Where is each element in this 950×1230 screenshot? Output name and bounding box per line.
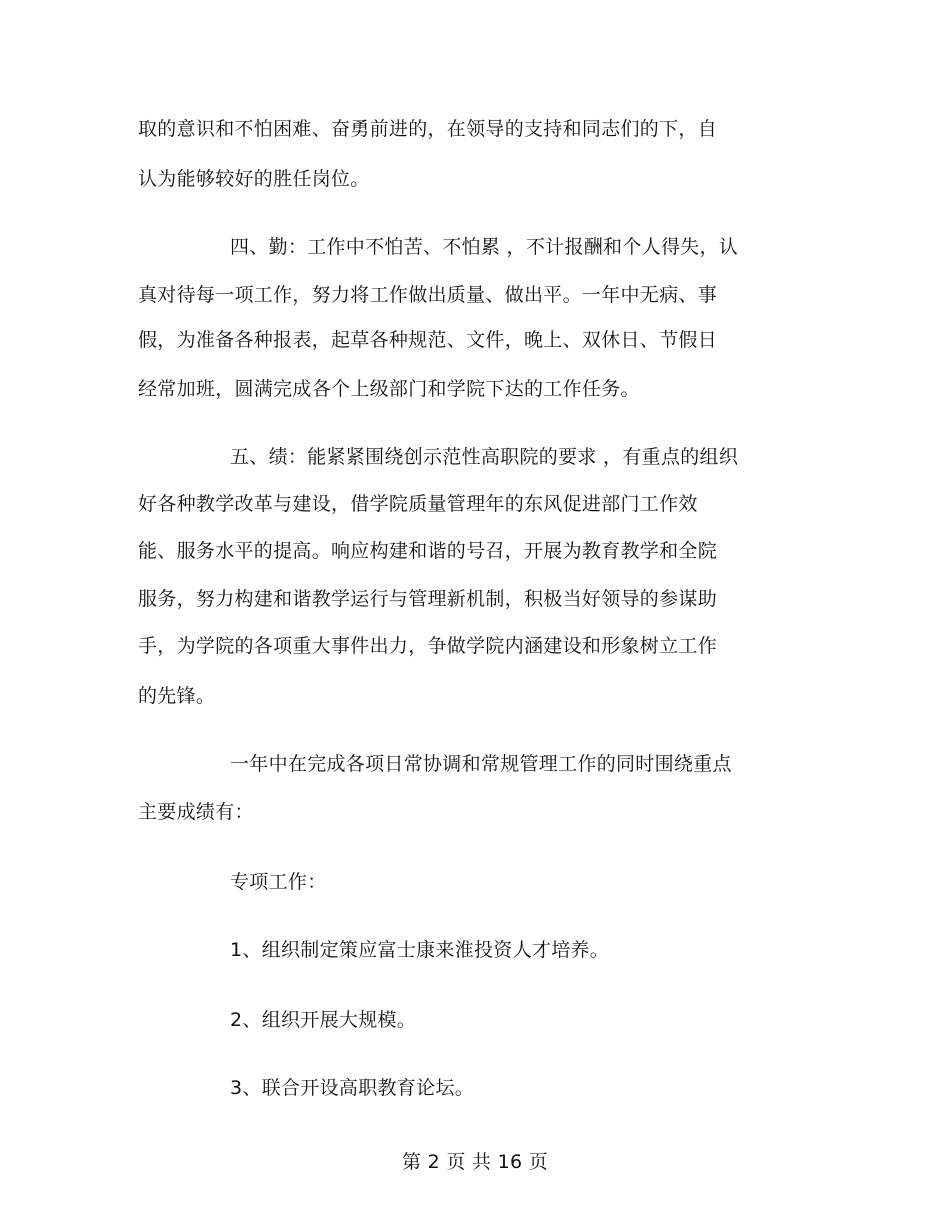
text-line: 四、勤：工作中不怕苦、不怕累 ，不计报酬和个人得失，认 xyxy=(230,236,739,258)
text-line: 假，为准备各种报表，起草各种规范、文件，晚上、双休日、节假日 xyxy=(138,329,718,351)
text-line: 能、服务水平的提高。响应构建和谐的号召，开展为教育教学和全院 xyxy=(138,540,718,562)
text-line: 取的意识和不怕困难、奋勇前进的，在领导的支持和同志们的下，自 xyxy=(138,118,718,140)
text-line: 经常加班，圆满完成各个上级部门和学院下达的工作任务。 xyxy=(138,378,640,400)
text-line: 真对待每一项工作，努力将工作做出质量、做出平。一年中无病、事 xyxy=(138,284,718,306)
text-line: 好各种教学改革与建设，借学院质量管理年的东风促进部门工作效 xyxy=(138,493,698,515)
list-item: 1、组织制定策应富士康来淮投资人才培养。 xyxy=(230,939,610,961)
text-line: 服务，努力构建和谐教学运行与管理新机制，积极当好领导的参谋助 xyxy=(138,588,718,610)
text-line: 专项工作： xyxy=(230,871,327,893)
list-item: 2、组织开展大规模。 xyxy=(230,1009,417,1031)
text-line: 一年中在完成各项日常协调和常规管理工作的同时围绕重点 xyxy=(230,753,732,775)
list-item: 3、联合开设高职教育论坛。 xyxy=(230,1077,474,1099)
text-line: 的先锋。 xyxy=(138,685,216,707)
text-line: 主要成绩有： xyxy=(138,801,254,823)
text-line: 五、绩：能紧紧围绕创示范性高职院的要求 ，有重点的组织 xyxy=(230,446,739,468)
text-line: 认为能够较好的胜任岗位。 xyxy=(138,168,370,190)
text-line: 手，为学院的各项重大事件出力，争做学院内涵建设和形象树立工作 xyxy=(138,635,718,657)
page-number-footer: 第 2 页 共 16 页 xyxy=(401,1151,549,1173)
